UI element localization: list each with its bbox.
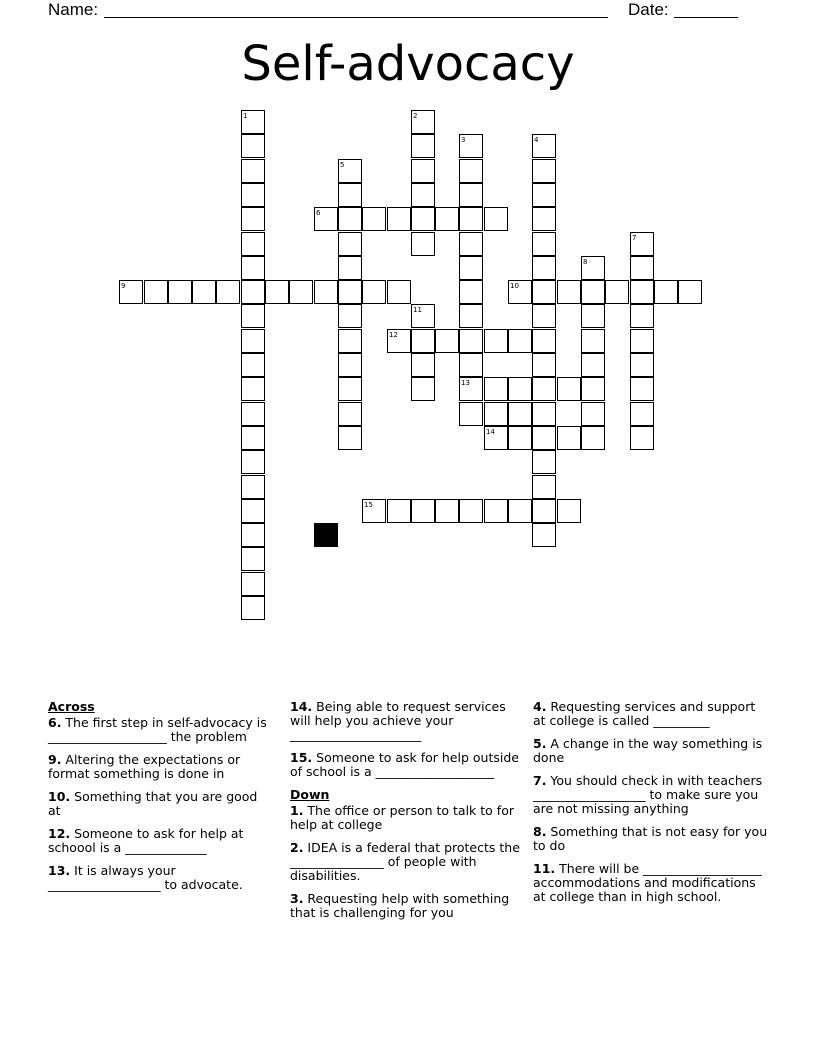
clue-number: 15. [290,750,313,765]
grid-cell[interactable] [508,377,532,401]
grid-cell[interactable] [241,499,265,523]
grid-cell[interactable] [459,232,483,256]
grid-cell[interactable] [532,232,556,256]
grid-cell[interactable] [338,402,362,426]
clue-text: You should check in with teachers __________________ to make sure you are not missing anything [533,773,763,816]
grid-cell[interactable] [411,134,435,158]
down-heading: Down [290,787,330,802]
clue-text: There will be ___________________ accommodations and modifications at college than in high school. [533,861,762,904]
clue-text: Altering the expectations or format something is done in [48,752,241,781]
grid-cell[interactable] [387,207,411,231]
clue-down-1 [290,841,520,883]
clue-number: 3. [290,891,304,906]
grid-cell[interactable] [411,499,435,523]
grid-cell[interactable] [581,377,605,401]
grid-cell[interactable] [241,572,265,596]
grid-cell[interactable] [532,402,556,426]
clue-text: Requesting help with something that is challenging for you [290,891,510,920]
clue-down-2 [290,892,520,920]
grid-cell[interactable] [532,207,556,231]
clue-down2-4 [533,862,768,904]
grid-cell[interactable] [459,207,483,231]
clue-number: 12 [389,331,398,339]
grid-cell[interactable] [338,207,362,231]
clue-across-1 [48,753,273,781]
clue-text: Requesting services and support at college is called _________ [533,699,756,728]
clue-number: 14 [486,428,495,436]
clue-text: Something that you are good at [48,789,258,818]
grid-cell[interactable] [411,377,435,401]
clue-text: Being able to request services will help you achieve your _____________________ [290,699,506,742]
grid-cell[interactable] [338,377,362,401]
grid-cell[interactable] [241,596,265,620]
clue-number: 15 [364,501,373,509]
clue-number: 7 [632,234,637,242]
grid-cell[interactable] [411,232,435,256]
grid-cell[interactable] [241,280,265,304]
clue-number: 2 [413,112,418,120]
clue-text: Someone to ask for help outside of school is a ___________________ [290,750,519,779]
grid-cell[interactable] [338,159,362,183]
clue-across2-0 [290,700,520,742]
across-heading: Across [48,699,95,714]
grid-cell[interactable] [459,256,483,280]
grid-cell[interactable] [411,183,435,207]
grid-cell[interactable] [338,304,362,328]
clue-number: 6 [316,209,321,217]
grid-cell[interactable] [241,450,265,474]
clue-down2-0 [533,700,768,728]
grid-cell[interactable] [630,256,654,280]
grid-cell[interactable] [241,523,265,547]
grid-cell[interactable] [459,329,483,353]
grid-cell[interactable] [241,475,265,499]
date-label: Date: [628,0,669,19]
grid-cell[interactable] [532,280,556,304]
grid-cell[interactable] [241,353,265,377]
clue-number: 2. [290,840,304,855]
grid-cell[interactable] [241,110,265,134]
clue-text: It is always your __________________ to advocate. [48,863,243,892]
grid-cell[interactable] [508,329,532,353]
clue-number: 7. [533,773,547,788]
grid-cell[interactable] [241,426,265,450]
grid-cell[interactable] [630,377,654,401]
grid-cell[interactable] [338,353,362,377]
clue-number: 12. [48,826,71,841]
grid-cell[interactable] [484,499,508,523]
clue-down2-3 [533,825,768,853]
grid-cell[interactable] [484,207,508,231]
grid-cell[interactable] [532,304,556,328]
grid-cell[interactable] [119,280,143,304]
grid-cell[interactable] [605,280,629,304]
grid-cell[interactable] [532,450,556,474]
grid-cell[interactable] [581,353,605,377]
grid-cell[interactable] [265,280,289,304]
grid-cell[interactable] [459,159,483,183]
clue-number: 4. [533,699,547,714]
grid-cell[interactable] [581,329,605,353]
clue-text: Something that is not easy for you to do [533,824,768,853]
clue-number: 9 [121,282,126,290]
grid-cell[interactable] [216,280,240,304]
clue-number: 4 [534,136,539,144]
clue-down-0 [290,804,520,832]
grid-cell[interactable] [581,304,605,328]
grid-cell[interactable] [459,304,483,328]
clue-across-4 [48,864,273,892]
grid-cell[interactable] [314,207,338,231]
grid-cell[interactable] [532,475,556,499]
grid-cell[interactable] [411,353,435,377]
grid-cell[interactable] [532,159,556,183]
clue-number: 5 [340,161,345,169]
grid-cell[interactable] [508,402,532,426]
grid-cell[interactable] [411,329,435,353]
grid-cell[interactable] [241,402,265,426]
grid-cell[interactable] [459,499,483,523]
grid-cell[interactable] [459,134,483,158]
grid-cell[interactable] [168,280,192,304]
blocked-cell [314,523,338,547]
grid-cell[interactable] [557,426,581,450]
grid-cell[interactable] [459,402,483,426]
grid-cell[interactable] [435,207,459,231]
grid-cell[interactable] [484,377,508,401]
clue-text: Someone to ask for help at schoool is a _____________ [48,826,244,855]
grid-cell[interactable] [241,134,265,158]
grid-cell[interactable] [338,232,362,256]
grid-cell[interactable] [338,256,362,280]
clue-number: 11 [413,306,422,314]
grid-cell[interactable] [630,232,654,256]
grid-cell[interactable] [508,499,532,523]
grid-cell[interactable] [532,377,556,401]
clue-text: The first step in self-advocacy is ___________________ the problem [48,715,267,744]
grid-cell[interactable] [459,280,483,304]
grid-cell[interactable] [387,329,411,353]
grid-cell[interactable] [241,547,265,571]
grid-cell[interactable] [314,280,338,304]
grid-cell[interactable] [508,426,532,450]
grid-cell[interactable] [411,304,435,328]
grid-cell[interactable] [362,499,386,523]
grid-cell[interactable] [678,280,702,304]
grid-cell[interactable] [241,207,265,231]
grid-cell[interactable] [532,426,556,450]
grid-cell[interactable] [484,329,508,353]
grid-cell[interactable] [630,402,654,426]
clue-text: The office or person to talk to for help at college [290,803,514,832]
clue-number: 5. [533,736,547,751]
clues-column-2 [290,700,520,929]
clue-across-2 [48,790,273,818]
clues-column-1 [48,700,273,901]
grid-cell[interactable] [630,280,654,304]
grid-cell[interactable] [654,280,678,304]
clue-number: 14. [290,699,313,714]
clue-down2-2 [533,774,768,816]
grid-cell[interactable] [532,523,556,547]
grid-cell[interactable] [532,256,556,280]
grid-cell[interactable] [459,377,483,401]
grid-cell[interactable] [144,280,168,304]
clue-text: IDEA is a federal that protects the _______________ of people with disabilities. [290,840,520,883]
grid-cell[interactable] [241,256,265,280]
grid-cell[interactable] [630,304,654,328]
grid-cell[interactable] [581,402,605,426]
grid-cell[interactable] [630,426,654,450]
grid-cell[interactable] [532,329,556,353]
grid-cell[interactable] [532,183,556,207]
grid-cell[interactable] [338,183,362,207]
page-title: Self-advocacy [241,36,575,92]
grid-cell[interactable] [241,304,265,328]
clue-number: 6. [48,715,62,730]
clue-number: 13. [48,863,71,878]
grid-cell[interactable] [508,280,532,304]
clue-number: 1. [290,803,304,818]
clue-number: 1 [243,112,248,120]
grid-cell[interactable] [289,280,313,304]
clue-across2-1 [290,751,520,779]
grid-cell[interactable] [557,377,581,401]
grid-cell[interactable] [532,499,556,523]
grid-cell[interactable] [241,159,265,183]
grid-cell[interactable] [557,280,581,304]
grid-cell[interactable] [484,402,508,426]
grid-cell[interactable] [459,183,483,207]
grid-cell[interactable] [362,280,386,304]
grid-cell[interactable] [484,426,508,450]
grid-cell[interactable] [192,280,216,304]
grid-cell[interactable] [435,499,459,523]
clue-down2-1 [533,737,768,765]
clue-number: 8 [583,258,588,266]
clue-number: 13 [461,379,470,387]
clues-column-3 [533,700,768,913]
grid-cell[interactable] [532,134,556,158]
clue-across-0 [48,716,273,744]
clue-number: 9. [48,752,62,767]
clue-number: 8. [533,824,547,839]
grid-cell[interactable] [532,353,556,377]
grid-cell[interactable] [630,353,654,377]
grid-cell[interactable] [581,426,605,450]
grid-cell[interactable] [338,329,362,353]
grid-cell[interactable] [581,280,605,304]
grid-cell[interactable] [411,159,435,183]
name-label: Name: [48,0,99,19]
grid-cell[interactable] [241,232,265,256]
grid-cell[interactable] [459,353,483,377]
grid-cell[interactable] [362,207,386,231]
clue-number: 3 [461,136,466,144]
grid-cell[interactable] [338,280,362,304]
clue-number: 11. [533,861,556,876]
grid-cell[interactable] [557,499,581,523]
grid-cell[interactable] [241,183,265,207]
clue-number: 10. [48,789,71,804]
grid-cell[interactable] [241,377,265,401]
clue-number: 10 [510,282,519,290]
clue-text: A change in the way something is done [533,736,763,765]
grid-cell[interactable] [581,256,605,280]
grid-cell[interactable] [241,329,265,353]
grid-cell[interactable] [338,426,362,450]
grid-cell[interactable] [387,280,411,304]
grid-cell[interactable] [411,207,435,231]
grid-cell[interactable] [630,329,654,353]
grid-cell[interactable] [387,499,411,523]
clue-across-3 [48,827,273,855]
grid-cell[interactable] [435,329,459,353]
grid-cell[interactable] [411,110,435,134]
